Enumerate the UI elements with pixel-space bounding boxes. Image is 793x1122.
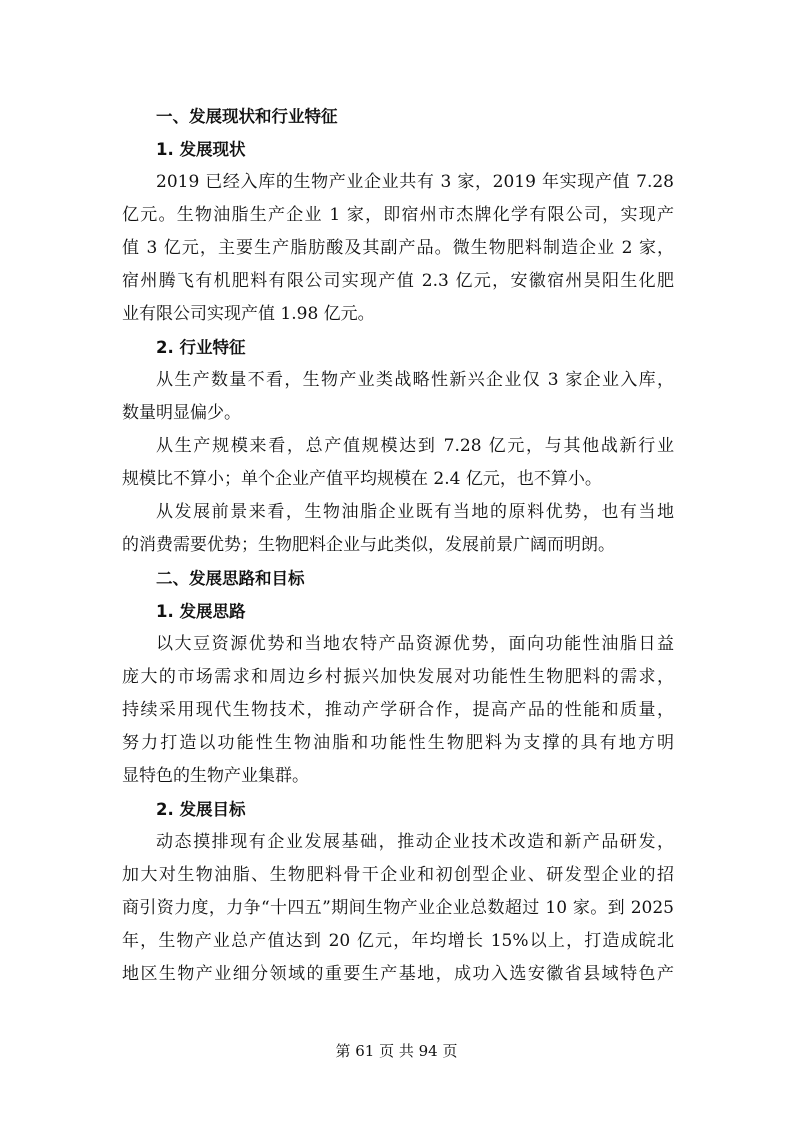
paragraph-line: 亿元。生物油脂生产企业 1 家，即宿州市杰牌化学有限公司，实现产 xyxy=(122,205,674,225)
paragraph-line: 加大对生物油脂、生物肥料骨干企业和初创型企业、研发型企业的招 xyxy=(122,865,674,885)
paragraph-line: 从生产数量不看，生物产业类战略性新兴企业仅 3 家企业入库， xyxy=(156,370,674,390)
paragraph-line: 显特色的生物产业集群。 xyxy=(122,766,309,786)
subsection-heading: 2. 行业特征 xyxy=(156,338,246,357)
subsection-heading: 2. 发展目标 xyxy=(156,800,246,819)
paragraph-line: 庞大的市场需求和周边乡村振兴加快发展对功能性生物肥料的需求， xyxy=(122,667,674,687)
subsection-heading: 1. 发展思路 xyxy=(156,602,246,621)
paragraph-line: 2019 已经入库的生物产业企业共有 3 家，2019 年实现产值 7.28 xyxy=(156,172,674,192)
paragraph-line: 数量明显偏少。 xyxy=(122,403,241,423)
document-body xyxy=(122,100,674,991)
paragraph-line: 商引资力度，力争“十四五”期间生物产业企业总数超过 10 家。到 2025 xyxy=(122,898,674,918)
paragraph-line: 地区生物产业细分领域的重要生产基地，成功入选安徽省县域特色产 xyxy=(122,964,674,984)
paragraph-line: 年，生物产业总产值达到 20 亿元，年均增长 15%以上，打造成皖北 xyxy=(122,931,674,951)
section-heading: 一、发展现状和行业特征 xyxy=(156,107,338,126)
paragraph-line: 以大豆资源优势和当地农特产品资源优势，面向功能性油脂日益 xyxy=(156,634,674,654)
paragraph-line: 规模比不算小；单个企业产值平均规模在 2.4 亿元，也不算小。 xyxy=(122,469,602,489)
page-number-footer: 第 61 页 共 94 页 xyxy=(335,1042,458,1060)
paragraph-line: 的消费需要优势；生物肥料企业与此类似，发展前景广阔而明朗。 xyxy=(122,535,615,555)
paragraph-line: 宿州腾飞有机肥料有限公司实现产值 2.3 亿元，安徽宿州昊阳生化肥 xyxy=(122,271,674,291)
subsection-heading: 1. 发展现状 xyxy=(156,140,246,159)
paragraph-line: 努力打造以功能性生物油脂和功能性生物肥料为支撑的具有地方明 xyxy=(122,733,674,753)
paragraph-line: 业有限公司实现产值 1.98 亿元。 xyxy=(122,304,375,324)
paragraph-line: 动态摸排现有企业发展基础，推动企业技术改造和新产品研发， xyxy=(156,832,674,852)
section-heading: 二、发展思路和目标 xyxy=(156,569,305,588)
paragraph-line: 持续采用现代生物技术，推动产学研合作，提高产品的性能和质量， xyxy=(122,700,674,720)
paragraph-line: 从发展前景来看，生物油脂企业既有当地的原料优势，也有当地 xyxy=(156,502,674,522)
paragraph-line: 从生产规模来看，总产值规模达到 7.28 亿元，与其他战新行业 xyxy=(156,436,674,456)
paragraph-line: 值 3 亿元，主要生产脂肪酸及其副产品。微生物肥料制造企业 2 家， xyxy=(122,238,674,258)
